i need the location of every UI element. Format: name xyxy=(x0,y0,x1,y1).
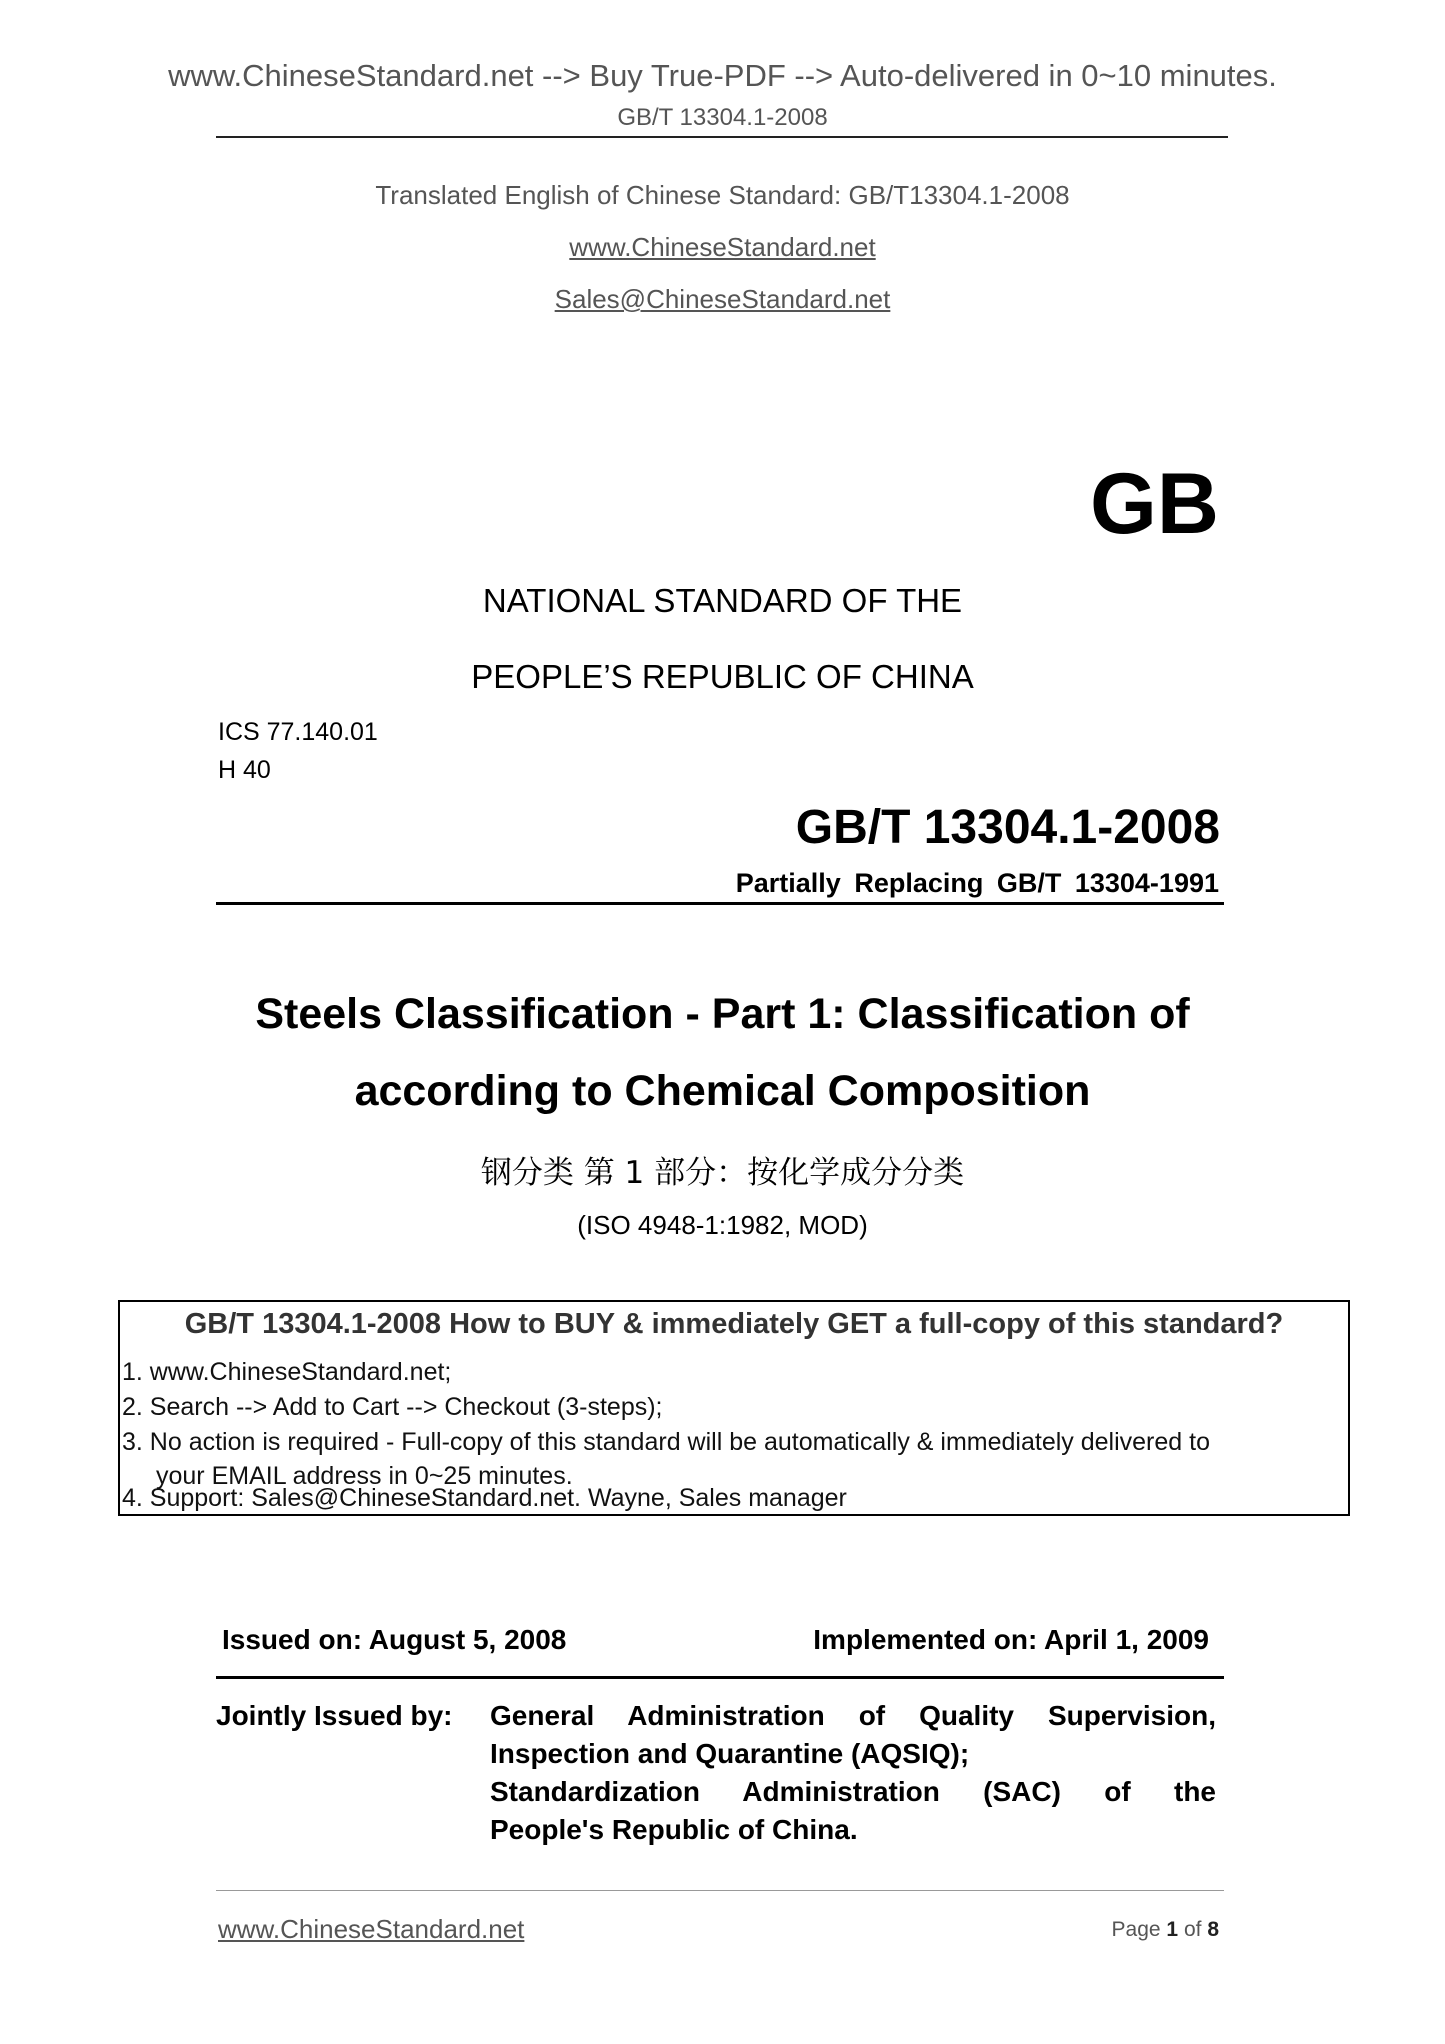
national-standard-line-2: PEOPLE’S REPUBLIC OF CHINA xyxy=(471,658,974,695)
gb-mark: GB xyxy=(1090,456,1219,552)
header-divider xyxy=(216,136,1228,138)
footer-divider xyxy=(216,1890,1224,1891)
title-divider xyxy=(216,902,1224,905)
document-title-line-2: according to Chemical Composition xyxy=(354,1067,1091,1115)
standard-number: GB/T 13304.1-2008 xyxy=(795,801,1220,854)
issuer-line-3: Standardization Administration (SAC) of the xyxy=(490,1776,1216,1807)
purchase-info-box xyxy=(118,1300,1350,1516)
document-title-chinese: 钢分类 第 1 部分：按化学成分分类 xyxy=(480,1155,965,1191)
purchase-step-3-continued: your EMAIL address in 0~25 minutes. xyxy=(156,1462,573,1490)
iso-reference: (ISO 4948-1:1982, MOD) xyxy=(577,1210,868,1240)
page-current: 1 xyxy=(1166,1918,1179,1941)
purchase-step-3: 3. No action is required - Full-copy of this standard will be automatically & immediately delivered to xyxy=(122,1428,1210,1456)
page-of: of xyxy=(1183,1918,1202,1941)
email-link[interactable]: Sales@ChineseStandard.net xyxy=(554,284,891,314)
issuer-line-1: General Administration of Quality Supervision, xyxy=(490,1700,1216,1731)
page-indicator xyxy=(1112,1918,1219,1942)
translation-note: Translated English of Chinese Standard: GB/T13304.1-2008 xyxy=(375,180,1070,210)
purchase-step-4: 4. Support: Sales@ChineseStandard.net. Wayne, Sales manager xyxy=(122,1484,847,1512)
header-standard-number: GB/T 13304.1-2008 xyxy=(617,104,828,131)
issuer-line-2: Inspection and Quarantine (AQSIQ); xyxy=(490,1738,970,1769)
national-standard-line-1: NATIONAL STANDARD OF THE xyxy=(482,582,963,619)
ics-code: ICS 77.140.01 xyxy=(218,718,378,746)
website-link-row xyxy=(0,232,1445,263)
issuer-line-4: People's Republic of China. xyxy=(490,1814,858,1845)
document-title-line-1: Steels Classification - Part 1: Classification of xyxy=(255,990,1190,1038)
dates-divider xyxy=(216,1676,1224,1679)
footer-website-link[interactable]: www.ChineseStandard.net xyxy=(218,1914,525,1944)
website-link[interactable]: www.ChineseStandard.net xyxy=(569,232,876,262)
issuers-label: Jointly Issued by: xyxy=(216,1700,453,1731)
issued-date: Issued on: August 5, 2008 xyxy=(222,1624,567,1655)
page-prefix: Page xyxy=(1111,1918,1161,1941)
purchase-step-1: 1. www.ChineseStandard.net; xyxy=(122,1358,452,1386)
replacing-note: Partially Replacing GB/T 13304-1991 xyxy=(735,868,1219,898)
implemented-date: Implemented on: April 1, 2009 xyxy=(813,1624,1209,1655)
purchase-heading: GB/T 13304.1-2008 How to BUY & immediately GET a full-copy of this standard? xyxy=(184,1308,1284,1340)
email-link-row xyxy=(0,284,1445,315)
purchase-step-2: 2. Search --> Add to Cart --> Checkout (3-steps); xyxy=(122,1393,663,1421)
header-promo-line: www.ChineseStandard.net --> Buy True-PDF --> Auto-delivered in 0~10 minutes. xyxy=(168,58,1277,93)
page-total: 8 xyxy=(1207,1918,1219,1941)
ccs-code: H 40 xyxy=(218,756,271,784)
